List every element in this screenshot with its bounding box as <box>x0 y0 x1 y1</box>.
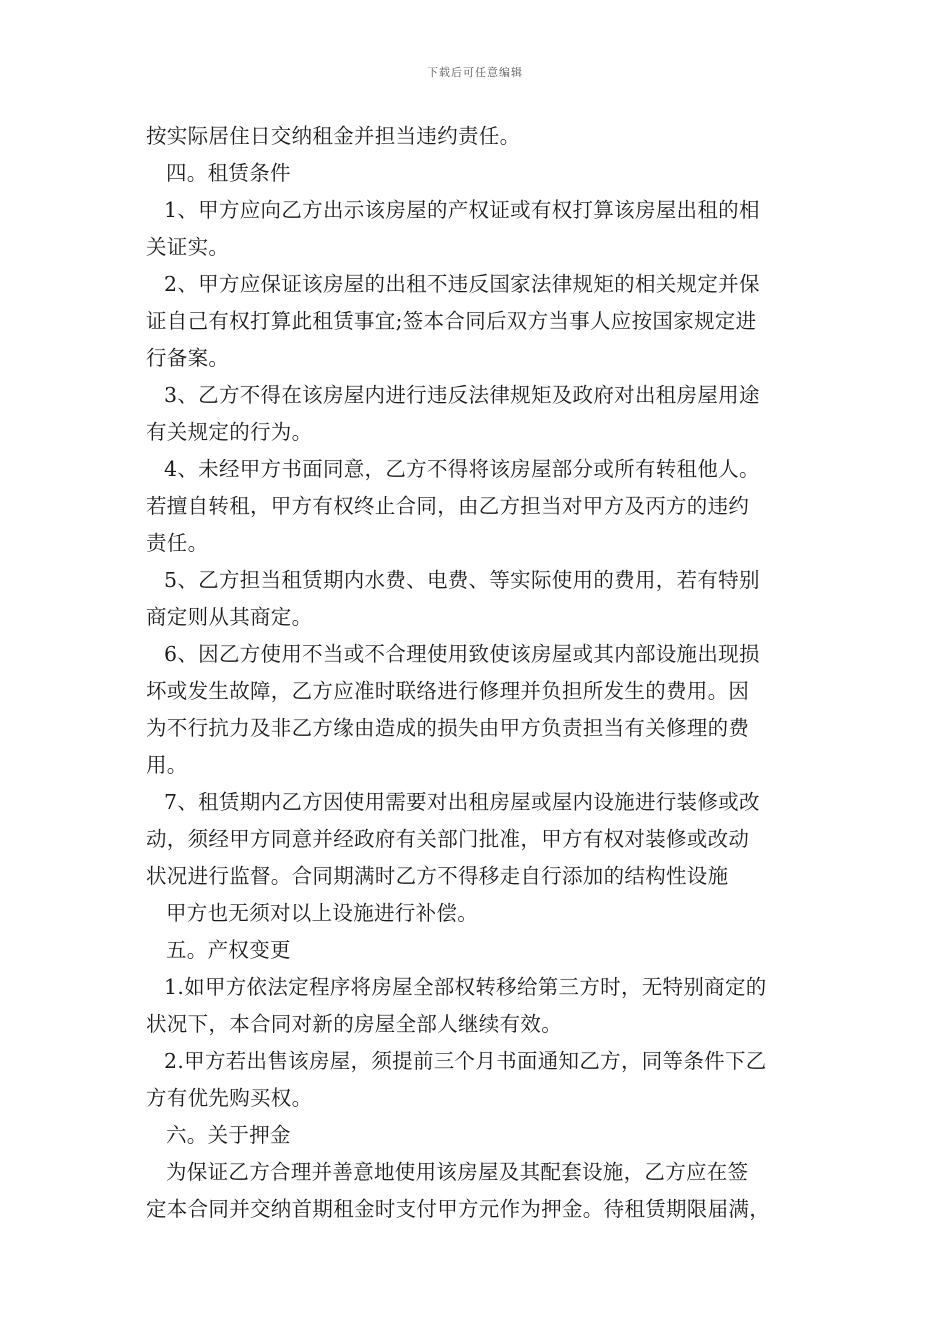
text-line: 方有优先购买权。 <box>146 1086 313 1110</box>
text-line: 5、乙方担当租赁期内水费、电费、等实际使用的费用，若有特别 <box>164 568 760 592</box>
text-line: 2、甲方应保证该房屋的出租不违反国家法律规矩的相关规定并保 <box>164 272 760 296</box>
text-line: 按实际居住日交纳租金并担当违约责任。 <box>146 124 521 148</box>
text-line: 证自己有权打算此租赁事宜;签本合同后双方当事人应按国家规定进 <box>146 309 757 333</box>
text-line: 状况进行监督。合同期满时乙方不得移走自行添加的结构性设施 <box>146 864 729 888</box>
text-line: 若擅自转租，甲方有权终止合同，由乙方担当对甲方及丙方的违约 <box>146 494 750 518</box>
text-line: 状况下，本合同对新的房屋全部人继续有效。 <box>146 1012 562 1036</box>
text-line: 为保证乙方合理并善意地使用该房屋及其配套设施，乙方应在签 <box>166 1160 749 1184</box>
text-line: 动，须经甲方同意并经政府有关部门批准，甲方有权对装修或改动 <box>146 827 750 851</box>
text-line: 6、因乙方使用不当或不合理使用致使该房屋或其内部设施出现损 <box>164 642 760 666</box>
text-line: 用。 <box>146 753 188 777</box>
text-line: 责任。 <box>146 531 209 555</box>
text-line: 坏或发生故障，乙方应准时联络进行修理并负担所发生的费用。因 <box>146 679 750 703</box>
text-line: 行备案。 <box>146 346 230 370</box>
text-line: 商定则从其商定。 <box>146 605 313 629</box>
text-line: 定本合同并交纳首期租金时支付甲方元作为押金。待租赁期限届满， <box>146 1197 770 1221</box>
text-line: 甲方也无须对以上设施进行补偿。 <box>166 901 478 925</box>
text-line: 3、乙方不得在该房屋内进行违反法律规矩及政府对出租房屋用途 <box>164 383 760 407</box>
text-line: 1、甲方应向乙方出示该房屋的产权证或有权打算该房屋出租的相 <box>164 198 760 222</box>
document-body <box>146 118 826 1228</box>
text-line: 关证实。 <box>146 235 230 259</box>
section-heading: 六。关于押金 <box>166 1123 291 1147</box>
text-line: 4、未经甲方书面同意，乙方不得将该房屋部分或所有转租他人。 <box>164 457 760 481</box>
text-line: 1.如甲方依法定程序将房屋全部权转移给第三方时，无特别商定的 <box>164 975 767 999</box>
section-heading: 五。产权变更 <box>166 938 291 962</box>
text-line: 2.甲方若出售该房屋，须提前三个月书面通知乙方，同等条件下乙 <box>164 1049 767 1073</box>
section-heading: 四。租赁条件 <box>166 161 291 185</box>
text-line: 为不行抗力及非乙方缘由造成的损失由甲方负责担当有关修理的费 <box>146 716 750 740</box>
text-line: 有关规定的行为。 <box>146 420 313 444</box>
page-header: 下载后可任意编辑 <box>427 66 523 79</box>
text-line: 7、租赁期内乙方因使用需要对出租房屋或屋内设施进行装修或改 <box>164 790 760 814</box>
